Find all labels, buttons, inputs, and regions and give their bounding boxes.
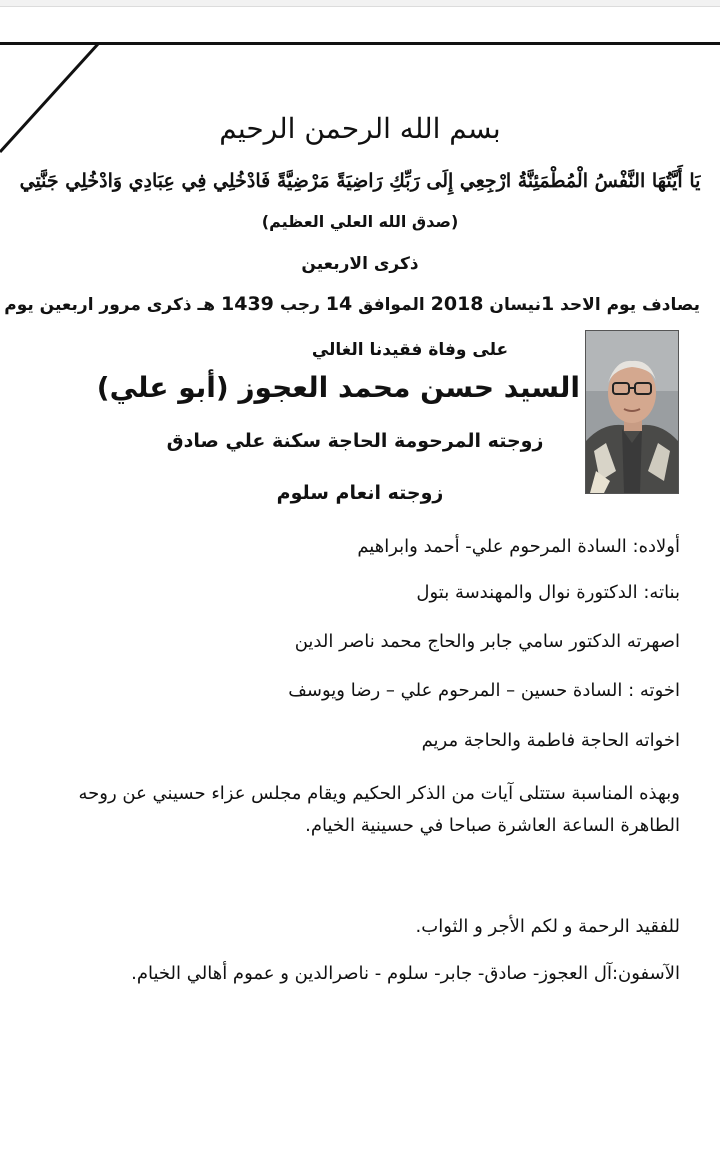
basmala-heading: بسم الله الرحمن الرحيم: [219, 112, 501, 145]
death-notice-line: على وفاة فقيدنا الغالي: [311, 340, 509, 360]
brothers-line: اخوته : السادة حسين – المرحوم علي – رضا ويوسف: [288, 680, 680, 701]
quran-verse: يَا أَيَّتُهَا النَّفْسُ الْمُطْمَئِنَّةُ ارْجِعِي إِلَى رَبِّكِ رَاضِيَةً مَرْضِيَّةً فَادْخُلِي فِي عِبَادِي وَادْخُلِي جَنَّتِي: [19, 170, 701, 192]
date-text-1: يصادف يوم الاحد: [554, 295, 700, 315]
occasion-title: ذكرى الاربعين: [301, 254, 419, 274]
mourning-frame-top-border: [0, 42, 720, 45]
first-wife-line: زوجته المرحومة الحاجة سكنة علي صادق: [166, 430, 544, 452]
hijri-year: 1439: [221, 293, 274, 315]
in-laws-line: اصهرته الدكتور سامي جابر والحاج محمد ناصر الدين: [294, 631, 680, 652]
date-text-3: الموافق: [352, 295, 431, 315]
window-top-strip: [0, 0, 720, 7]
sadaqa-line: (صدق الله العلي العظيم): [261, 212, 459, 231]
ceremony-paragraph: وبهذه المناسبة ستتلى آيات من الذكر الحكيم ويقام مجلس عزاء حسيني عن روحه الطاهرة الساعة العاشرة صباحا في حسينية الخيام.: [78, 783, 680, 836]
daughters-line: بناته: الدكتورة نوال والمهندسة بتول: [416, 582, 680, 603]
date-day: 1: [540, 293, 555, 315]
portrait-illustration: [586, 331, 678, 493]
date-text-5: هـ ذكرى مرور اربعين يوم: [4, 295, 222, 315]
hijri-day: 14: [325, 293, 353, 315]
date-text-4: رجب: [273, 295, 326, 315]
date-announcement: [4, 293, 700, 315]
sisters-line: اخواته الحاجة فاطمة والحاجة مريم: [421, 730, 680, 751]
black-mourning-ribbon-icon: [0, 40, 120, 160]
mourners-line: الآسفون:آل العجوز- صادق- جابر- سلوم - ناصرالدين و عموم أهالي الخيام.: [131, 963, 680, 984]
condolence-line: للفقيد الرحمة و لكم الأجر و الثواب.: [415, 916, 680, 937]
second-wife-line: زوجته انعام سلوم: [276, 482, 444, 504]
date-year: 2018: [430, 293, 484, 315]
deceased-name: السيد حسن محمد العجوز (أبو علي): [96, 371, 580, 404]
sons-line: أولاده: السادة المرحوم علي- أحمد وابراهيم: [357, 536, 680, 557]
date-text-2: نيسان: [483, 295, 541, 315]
deceased-portrait-photo: [585, 330, 679, 494]
